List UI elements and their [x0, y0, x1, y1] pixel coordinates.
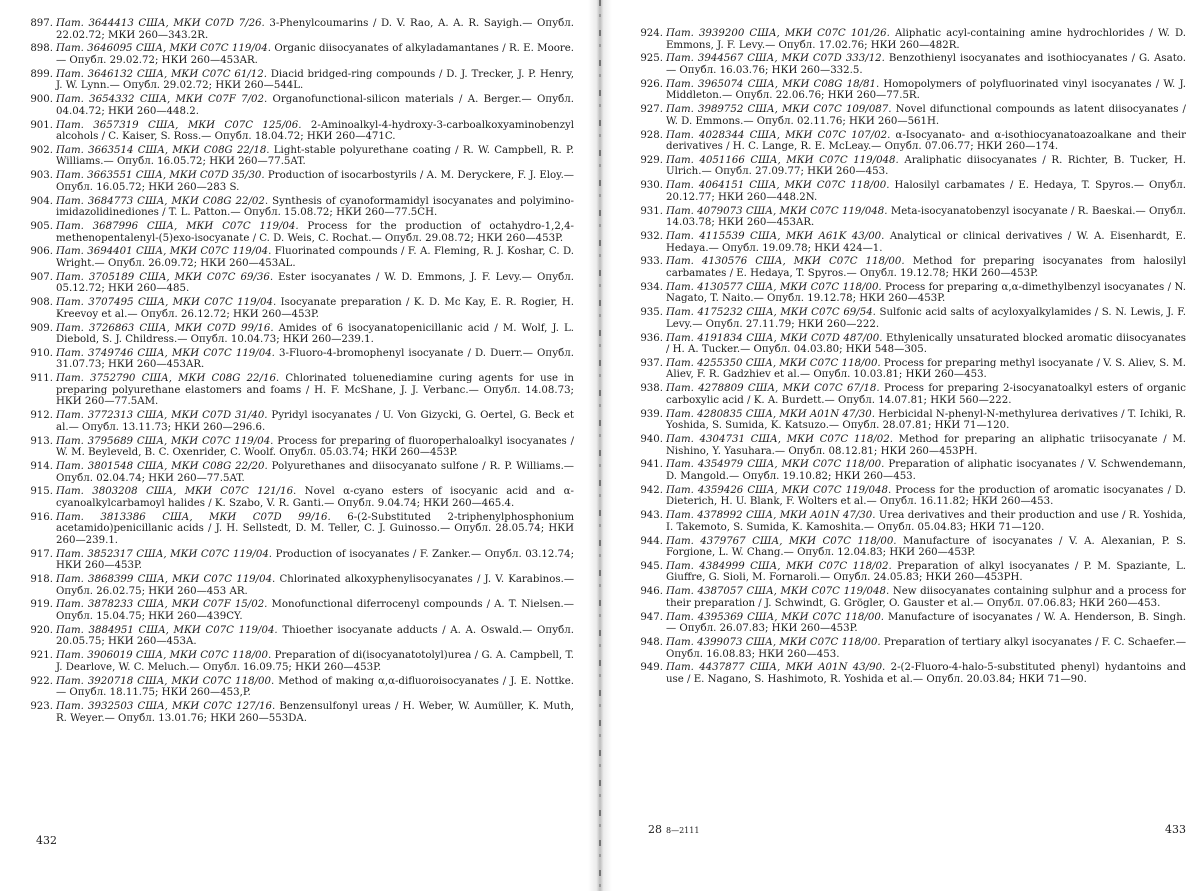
entry-description: 3-Fluoro-4-bromophenyl isocyanate / D. Duerr.— Опубл. 31.07.73; НКИ 260—453AR.: [56, 347, 574, 371]
entry-number: 916.: [30, 511, 53, 523]
patent-reference: Пат. 4395369 США, МКИ C07C 118/00.: [666, 611, 885, 623]
entry-description: 2-(2-Fluoro-4-halo-5-substituted phenyl) hydantoins and use / E. Nagano, S. Hashimoto, R. Yoshida et al.— Опубл. 20.03.84; НКИ 71—90.: [666, 662, 1186, 685]
bibliography-entry: [26, 348, 574, 371]
entry-description: Araliphatic diisocyanates / R. Richter, B. Tucker, H. Ulrich.— Опубл. 27.09.77; НКИ 260—453.: [666, 154, 1187, 178]
entry-description: Production of isocyanates / F. Zanker.— Опубл. 03.12.74; НКИ 260—453P.: [56, 548, 575, 572]
bibliography-entry: [636, 383, 1186, 406]
bibliography-entry: [636, 485, 1186, 508]
entry-description: Preparation of aliphatic isocyanates / V. Schwendemann, D. Mangold.— Опубл. 19.10.82; НКИ 260—453.: [666, 459, 1186, 482]
entry-number: 904.: [30, 195, 53, 207]
bibliography-entry: [26, 94, 574, 117]
entry-description: Preparation of tertiary alkyl isocyanates / F. C. Schaefer.— Опубл. 16.08.83; НКИ 260—453.: [666, 637, 1187, 660]
bibliography-entry: [26, 272, 574, 295]
entry-description: Herbicidal N-phenyl-N-methylurea derivatives / T. Ichiki, R. Yoshida, S. Sumida, K. Katsuzo.— Опубл. 28.07.81; НКИ 71—120.: [666, 408, 1186, 432]
patent-reference: Пат. 4359426 США, МКИ C07C 119/048.: [666, 484, 892, 496]
patent-reference: Пат. 3663551 США, МКИ C07D 35/30.: [56, 170, 265, 182]
entry-description: Preparation of alkyl isocyanates / P. M. Spaziante, L. Giuffre, G. Sioli, M. Fornaroli.— Опубл. 24.05.83; НКИ 260—453PH.: [666, 560, 1187, 584]
bibliography-entry: [636, 333, 1186, 356]
entry-number: 942.: [640, 484, 663, 496]
entry-description: 3-Phenylcoumarins / D. V. Rao, A. A. R. Sayigh.— Опубл. 22.02.72; МКИ 260—343.2R.: [56, 18, 574, 41]
entry-description: 6-(2-Substituted 2-triphenylphosphonium acetamido)penicillanic acids / J. H. Sellstedt, D. M. Teller, C. J. Guinosso.— Опубл. 28.05.74; НКИ 260—239.1.: [56, 511, 574, 546]
patent-reference: Пат. 3795689 США, МКИ C07C 119/04.: [56, 435, 274, 447]
entry-number: 945.: [640, 560, 663, 572]
bibliography-entry: [26, 650, 574, 673]
patent-reference: Пат. 3801548 США, МКИ C08G 22/20.: [56, 460, 268, 472]
patent-reference: Пат. 3965074 США, МКИ C08G 18/81.: [666, 78, 880, 90]
bibliography-entry: [636, 130, 1186, 153]
entry-description: Chlorinated alkoxyphenylisocyanates / J. V. Karabinos.— Опубл. 26.02.75; НКИ 260—453 AR.: [56, 574, 575, 597]
entry-number: 934.: [640, 281, 663, 293]
signature-mark: [648, 823, 699, 836]
entry-description: Meta-isocyanatobenzyl isocyanate / R. Baeskai.— Опубл. 14.03.78; НКИ 260—453AR.: [666, 205, 1186, 229]
entry-number: 930.: [640, 180, 663, 192]
bibliography-entry: [26, 323, 574, 346]
patent-reference: Пат. 4379767 США, МКИ C07C 118/00.: [666, 535, 897, 547]
patent-reference: Пат. 3989752 США, МКИ C07C 109/087.: [666, 104, 892, 116]
entry-description: Ethylenically unsaturated blocked aromatic diisocyanates / H. A. Tucker.— Опубл. 04.03.80; НКИ 548—305.: [666, 332, 1186, 356]
entry-description: Pyridyl isocyanates / U. Von Gizycki, G. Oertel, G. Beck et al.— Опубл. 13.11.73; НКИ 260—296.6.: [56, 410, 575, 433]
patent-reference: Пат. 4280835 США, МКИ A01N 47/30.: [666, 408, 875, 420]
entry-number: 899.: [30, 68, 53, 80]
patent-reference: Пат. 4130576 США, МКИ C07C 118/00.: [666, 256, 905, 268]
entry-description: Process for preparing methyl isocyanate / V. S. Aliev, S. M. Aliev, F. R. Gadzhiev et al.— Опубл. 10.03.81; НКИ 260—453.: [666, 357, 1187, 381]
bibliography-entry: [26, 574, 574, 597]
entry-description: 2-Aminoalkyl-4-hydroxy-3-carboalkoxyaminobenzyl alcohols / C. Kaiser, S. Ross.— Опубл. 18.04.72; НКИ 260—471C.: [56, 119, 575, 143]
entry-description: Manufacture of isocyanates / W. A. Henderson, B. Singh.— Опубл. 26.07.83; НКИ 260—453P.: [666, 611, 1187, 635]
bibliography-entry: [26, 701, 574, 724]
entry-number: 928.: [640, 129, 663, 141]
bibliography-entry: [636, 434, 1186, 457]
patent-reference: Пат. 3944567 США, МКИ C07D 333/12.: [666, 53, 885, 65]
patent-reference: Пат. 4378992 США, МКИ A01N 47/30.: [666, 510, 876, 522]
entry-description: Process for the production of octahydro-1,2,4-methenopentalenyl-(5)exo-isocyanate / C. D. Weis, C. Rochat.— Опубл. 29.08.72; НКИ 260—453P.: [56, 221, 575, 244]
patent-reference: Пат. 3726863 США, МКИ C07D 99/16.: [56, 322, 274, 334]
patent-reference: Пат. 4437877 США, МКИ A01N 43/90.: [666, 662, 886, 674]
left-page: [0, 0, 588, 891]
entry-description: Fluorinated compounds / F. A. Fleming, R. J. Koshar, C. D. Wright.— Опубл. 26.09.72; НКИ 260—453AL.: [56, 246, 575, 269]
entry-number: 947.: [640, 611, 663, 623]
left-page-number: 432: [36, 834, 57, 847]
patent-reference: Пат. 3813386 США, МКИ C07D 99/16.: [56, 511, 331, 523]
bibliography-entry: [636, 79, 1186, 102]
patent-reference: Пат. 3906019 США, МКИ C07C 118/00.: [56, 650, 272, 662]
entry-number: 901.: [30, 119, 53, 131]
bibliography-entry: [636, 536, 1186, 559]
patent-reference: Пат. 3749746 США, МКИ C07C 119/04.: [56, 347, 275, 359]
bibliography-entry: [26, 373, 574, 408]
entry-number: 929.: [640, 154, 663, 166]
patent-reference: Пат. 3654332 США, МКИ C07F 7/02.: [56, 94, 268, 106]
entry-description: Organic diisocyanates of alkyladamantanes / R. E. Moore.— Опубл. 29.02.72; НКИ 260—453AR.: [56, 43, 574, 66]
patent-reference: Пат. 4278809 США, МКИ C07C 67/18.: [666, 383, 880, 395]
entry-description: Light-stable polyurethane coating / R. W. Campbell, R. P. Williams.— Опубл. 16.05.72; НКИ 260—77.5AT.: [56, 144, 574, 168]
patent-reference: Пат. 3657319 США, МКИ C07C 125/06.: [56, 119, 302, 131]
bibliography-entry: [636, 155, 1186, 178]
bibliography-entry: [26, 43, 574, 66]
entry-description: Organofunctional-silicon materials / A. Berger.— Опубл. 04.04.72; НКИ 260—448.2.: [56, 94, 574, 117]
patent-reference: Пат. 4384999 США, МКИ C07C 118/02.: [666, 560, 892, 572]
entry-description: Monofunctional diferrocenyl compounds / A. T. Nielsen.— Опубл. 15.04.75; НКИ 260—439CY.: [56, 599, 574, 623]
bibliography-entry: [636, 307, 1186, 330]
entry-number: 921.: [30, 650, 53, 662]
entry-description: Method for preparing isocyanates from halosilyl carbamates / E. Hedaya, T. Spyros.— Опубл. 19.12.78; НКИ 260—453P.: [666, 256, 1187, 279]
bibliography-entry: [26, 486, 574, 509]
entry-description: Method for preparing an aliphatic triisocyanate / M. Nishino, Y. Yasuhara.— Опубл. 08.12.81; НКИ 260—453PH.: [666, 434, 1187, 457]
patent-reference: Пат. 3707495 США, МКИ C07C 119/04.: [56, 297, 277, 309]
patent-reference: Пат. 3646132 США, МКИ C07C 61/12.: [56, 68, 267, 80]
bibliography-entry: [26, 120, 574, 143]
entry-number: 937.: [640, 357, 663, 369]
bibliography-entry: [26, 436, 574, 459]
entry-description: Sulfonic acid salts of acyloxyalkylamides / S. N. Lewis, J. F. Levy.— Опубл. 27.11.79; НКИ 260—222.: [666, 307, 1186, 330]
entry-number: 903.: [30, 170, 53, 182]
bibliography-entry: [636, 561, 1186, 584]
entry-number: 944.: [640, 535, 663, 547]
entry-number: 948.: [640, 637, 663, 648]
patent-reference: Пат. 3752790 США, МКИ C08G 22/16.: [56, 373, 280, 385]
bibliography-entry: [26, 221, 574, 244]
entry-number: 924.: [640, 28, 663, 39]
bibliography-entry: [636, 612, 1186, 635]
patent-reference: Пат. 4354979 США, МКИ C07C 118/00.: [666, 459, 885, 471]
patent-reference: Пат. 3852317 США, МКИ C07C 119/04.: [56, 548, 273, 560]
entry-description: Manufacture of isocyanates / V. A. Alexanian, P. S. Forgione, L. W. Chang.— Опубл. 12.04.83; НКИ 260—453P.: [666, 535, 1187, 559]
entry-number: 913.: [30, 435, 53, 447]
patent-reference: Пат. 3644413 США, МКИ C07D 7/26.: [56, 18, 265, 29]
entry-description: Chlorinated toluenediamine curing agents for use in preparing polyurethane elastomers and foams / H. F. McShane, J. J. Verbanc.— Опубл. 14.08.73; НКИ 260—77.5AM.: [56, 373, 574, 408]
entry-number: 915.: [30, 486, 53, 498]
patent-reference: Пат. 4304731 США, МКИ C07C 118/02.: [666, 434, 893, 445]
patent-reference: Пат. 3646095 США, МКИ C07C 119/04.: [56, 43, 271, 55]
entry-description: Synthesis of cyanoformamidyl isocyanates and polyimino-imidazolidinediones / T. L. Patton.— Опубл. 15.08.72; НКИ 260—77.5CH.: [56, 195, 574, 219]
bibliography-entry: [636, 104, 1186, 127]
entry-number: 940.: [640, 434, 663, 445]
patent-reference: Пат. 4079073 США, МКИ C07C 119/048.: [666, 205, 888, 217]
entry-description: α-Isocyanato- and α-isothiocyanatoazoalkane and their derivatives / H. C. Lange, R. E. McLeay.— Опубл. 07.06.77; НКИ 260—174.: [666, 129, 1186, 153]
bibliography-entry: [26, 69, 574, 92]
entry-number: 905.: [30, 221, 53, 232]
entry-number: 900.: [30, 94, 53, 106]
bibliography-entry: [26, 246, 574, 269]
entry-description: Isocyanate preparation / K. D. Mc Kay, E. R. Rogier, H. Kreevoy et al.— Опубл. 26.12.72; НКИ 260—453P.: [56, 297, 574, 320]
entry-number: 909.: [30, 322, 53, 334]
entry-number: 925.: [640, 53, 663, 65]
entry-number: 933.: [640, 256, 663, 268]
bibliography-entry: [636, 28, 1186, 51]
entry-description: Diacid bridged-ring compounds / D. J. Trecker, J. P. Henry, J. W. Lynn.— Опубл. 29.02.72; НКИ 260—544L.: [56, 68, 574, 92]
bibliography-entry: [636, 206, 1186, 229]
patent-reference: Пат. 3705189 США, МКИ C07C 69/36.: [56, 271, 274, 283]
bibliography-entry: [636, 282, 1186, 305]
entry-number: 919.: [30, 599, 53, 611]
entry-number: 931.: [640, 205, 663, 217]
entry-number: 906.: [30, 246, 53, 258]
bibliography-entry: [636, 409, 1186, 432]
entry-description: Polyurethanes and diisocyanato sulfone / R. P. Williams.— Опубл. 02.04.74; НКИ 260—77.5AT.: [56, 460, 574, 484]
left-entry-list: [26, 18, 574, 726]
entry-number: 932.: [640, 231, 663, 242]
bibliography-entry: [26, 170, 574, 193]
entry-number: 949.: [640, 662, 663, 674]
entry-number: 943.: [640, 510, 663, 522]
bibliography-entry: [26, 512, 574, 547]
entry-number: 923.: [30, 700, 53, 712]
entry-description: Homopolymers of polyfluorinated vinyl isocyanates / W. J. Middleton.— Опубл. 22.06.76; НКИ 260—77.5R.: [666, 78, 1186, 102]
patent-reference: Пат. 4028344 США, МКИ C07C 107/02.: [666, 129, 891, 141]
patent-reference: Пат. 4255350 США, МКИ C07C 118/00.: [666, 357, 881, 369]
entry-description: Preparation of di(isocyanatotolyl)urea / G. A. Campbell, T. J. Dearlove, W. C. Meluch.— Опубл. 16.09.75; НКИ 260—453P.: [56, 650, 575, 673]
bibliography-entry: [26, 625, 574, 648]
patent-reference: Пат. 3694401 США, МКИ C07C 119/04.: [56, 246, 272, 258]
signature-code: 8—2111: [666, 826, 700, 835]
bibliography-entry: [636, 231, 1186, 254]
patent-reference: Пат. 4387057 США, МКИ C07C 119/048.: [666, 586, 890, 598]
patent-reference: Пат. 3939200 США, МКИ C07C 101/26.: [666, 28, 890, 39]
entry-number: 920.: [30, 624, 53, 636]
patent-reference: Пат. 3884951 США, МКИ C07C 119/04.: [56, 624, 278, 636]
entry-description: Process for preparing 2-isocyanatoalkyl esters of organic carboxylic acid / K. A. Burdett.— Опубл. 14.07.81; НКИ 560—222.: [666, 383, 1186, 406]
right-entry-list: [636, 28, 1186, 688]
bibliography-entry: [26, 297, 574, 320]
entry-number: 907.: [30, 271, 53, 283]
entry-number: 935.: [640, 307, 663, 319]
entry-number: 911.: [30, 373, 53, 385]
entry-description: Benzensulfonyl ureas / H. Weber, W. Aumüller, K. Muth, R. Weyer.— Опубл. 13.01.76; НКИ 260—553DA.: [56, 700, 575, 724]
entry-number: 912.: [30, 410, 53, 422]
entry-number: 908.: [30, 297, 53, 309]
entry-description: Halosilyl carbamates / E. Hedaya, T. Spyros.— Опубл. 20.12.77; НКИ 260—448.2N.: [666, 180, 1187, 203]
patent-reference: Пат. 4115539 США, МКИ A61K 43/00.: [666, 231, 885, 242]
entry-number: 927.: [640, 104, 663, 116]
bibliography-entry: [636, 256, 1186, 279]
bibliography-entry: [636, 358, 1186, 381]
bibliography-entry: [636, 662, 1186, 685]
entry-description: Process for the production of aromatic isocyanates / D. Dieterich, H. U. Blank, F. Wolters et al.— Опубл. 16.11.82; НКИ 260—453.: [666, 484, 1187, 508]
entry-number: 922.: [30, 675, 53, 687]
entry-number: 902.: [30, 144, 53, 156]
entry-description: Method of making α,α-difluoroisocyanates / J. E. Nottke.— Опубл. 18.11.75; НКИ 260—453,P.: [56, 675, 574, 699]
patent-reference: Пат. 3920718 США, МКИ C07C 118/00.: [56, 675, 275, 687]
entry-number: 926.: [640, 78, 663, 90]
entry-description: Process for preparing α,α-dimethylbenzyl isocyanates / N. Nagato, T. Naito.— Опубл. 19.12.78; НКИ 260—453P.: [666, 281, 1187, 305]
bibliography-entry: [636, 459, 1186, 482]
entry-description: New diisocyanates containing sulphur and a process for their preparation / J. Schwindt, G. Grögler, O. Gauster et al.— Опубл. 07.06.83; НКИ 260—453.: [666, 586, 1187, 609]
bibliography-entry: [636, 586, 1186, 609]
bibliography-entry: [26, 410, 574, 433]
patent-reference: Пат. 3868399 США, МКИ C07C 119/04.: [56, 574, 276, 586]
bibliography-entry: [26, 549, 574, 572]
right-page: [612, 0, 1200, 891]
patent-reference: Пат. 3684773 США, МКИ C08G 22/02.: [56, 195, 269, 207]
bibliography-entry: [636, 510, 1186, 533]
entry-number: 898.: [30, 43, 53, 55]
patent-reference: Пат. 3932503 США, МКИ C07C 127/16.: [56, 700, 276, 712]
entry-number: 936.: [640, 332, 663, 344]
entry-number: 917.: [30, 548, 53, 560]
entry-description: Novel α-cyano esters of isocyanic acid and α-cyanoalkylcarbamoyl halides / K. Szabo, V. R. Ganti.— Опубл. 9.04.74; НКИ 260—465.4.: [56, 486, 575, 509]
bibliography-entry: [26, 461, 574, 484]
entry-description: Ester isocyanates / W. D. Emmons, J. F. Levy.— Опубл. 05.12.72; НКИ 260—485.: [56, 271, 574, 295]
bibliography-entry: [636, 180, 1186, 203]
patent-reference: Пат. 3772313 США, МКИ C07D 31/40.: [56, 410, 268, 422]
bibliography-entry: [636, 53, 1186, 76]
entry-description: Analytical or clinical derivatives / W. A. Eisenhardt, E. Hedaya.— Опубл. 19.09.78; НКИ 424—1.: [666, 231, 1186, 254]
entry-number: 910.: [30, 347, 53, 359]
patent-reference: Пат. 3687996 США, МКИ C07C 119/04.: [56, 221, 299, 232]
entry-number: 938.: [640, 383, 663, 395]
bibliography-entry: [26, 196, 574, 219]
right-page-number: 433: [1165, 823, 1186, 836]
patent-reference: Пат. 4051166 США, МКИ C07C 119/048.: [666, 154, 899, 166]
patent-reference: Пат. 4399073 США, МКИ C07C 118/00.: [666, 637, 881, 648]
entry-description: Amides of 6 isocyanatopenicillanic acid / M. Wolf, J. L. Diebold, S. J. Childress.— Опубл. 10.04.73; НКИ 260—239.1.: [56, 322, 574, 346]
patent-reference: Пат. 4175232 США, МКИ C07C 69/54.: [666, 307, 876, 319]
entry-description: Urea derivatives and their production and use / R. Yoshida, I. Takemoto, S. Sumida, K. Kamoshita.— Опубл. 05.04.83; НКИ 71—120.: [666, 510, 1187, 533]
bibliography-entry: [26, 145, 574, 168]
entry-description: Process for preparing of fluoroperhaloalkyl isocyanates / W. M. Beyleveld, B. C. Oxenrider, C. Woolf. Опубл. 05.03.74; НКИ 260—453P.: [56, 435, 575, 459]
book-gutter: [588, 0, 612, 891]
bibliography-entry: [26, 18, 574, 41]
patent-reference: Пат. 4130577 США, МКИ C07C 118/00.: [666, 281, 882, 293]
patent-reference: Пат. 3663514 США, МКИ C08G 22/18.: [56, 144, 270, 156]
entry-description: Production of isocarbostyrils / A. M. Deryckere, F. J. Eloy.— Опубл. 16.05.72; НКИ 260—283 S.: [56, 170, 574, 193]
entry-number: 939.: [640, 408, 663, 420]
bibliography-entry: [26, 599, 574, 622]
entry-number: 946.: [640, 586, 663, 598]
entry-description: Thioether isocyanate adducts / A. A. Oswald.— Опубл. 20.05.75; НКИ 260—453A.: [56, 624, 575, 648]
entry-number: 897.: [30, 18, 53, 29]
signature-number: 28: [648, 823, 662, 836]
entry-number: 941.: [640, 459, 663, 471]
entry-number: 918.: [30, 574, 53, 586]
patent-reference: Пат. 4191834 США, МКИ C07D 487/00.: [666, 332, 883, 344]
bibliography-entry: [26, 676, 574, 699]
patent-reference: Пат. 3878233 США, МКИ C07F 15/02.: [56, 599, 268, 611]
bibliography-entry: [636, 637, 1186, 660]
patent-reference: Пат. 3803208 США, МКИ C07C 121/16.: [56, 486, 297, 498]
patent-reference: Пат. 4064151 США, МКИ C07C 118/00.: [666, 180, 890, 192]
entry-description: Aliphatic acyl-containing amine hydrochlorides / W. D. Emmons, J. F. Levy.— Опубл. 17.02.76; НКИ 260—482R.: [666, 28, 1187, 51]
entry-description: Benzothienyl isocyanates and isothiocyanates / G. Asato.— Опубл. 16.03.76; НКИ 260—332.5.: [666, 53, 1187, 76]
entry-number: 914.: [30, 460, 53, 472]
entry-description: Novel difunctional compounds as latent diisocyanates / W. D. Emmons.— Опубл. 02.11.76; НКИ 260—561H.: [666, 104, 1186, 127]
